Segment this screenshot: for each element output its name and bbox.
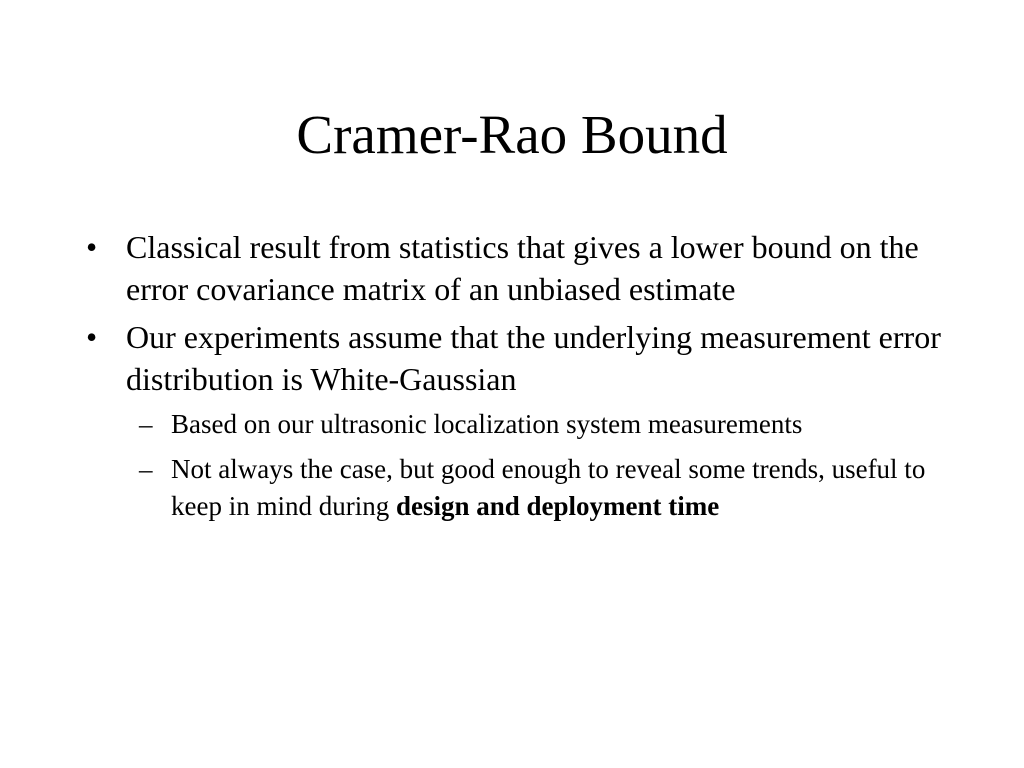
slide-title: Cramer-Rao Bound xyxy=(296,104,728,165)
bullet-marker: • xyxy=(86,319,98,355)
emphasized-text: design and deployment time xyxy=(395,491,720,521)
sub-bullet-item xyxy=(86,451,966,525)
sub-bullet-marker: – xyxy=(139,409,153,439)
bullet-item xyxy=(86,316,966,400)
bullet-text: Our experiments assume that the underlying measurement error distribution is White-Gaussian xyxy=(126,319,941,397)
sub-bullet-item xyxy=(86,406,966,443)
sub-bullet-text: Based on our ultrasonic localization system measurements xyxy=(171,409,803,439)
sub-bullet-text: Not always the case, but good enough to reveal some trends, useful to keep in mind during xyxy=(171,454,926,521)
sub-bullet-marker: – xyxy=(139,454,153,484)
bullet-marker: • xyxy=(86,229,98,265)
bullet-text: Classical result from statistics that gives a lower bound on the error covariance matrix of an unbiased estimate xyxy=(126,229,919,307)
slide-body xyxy=(86,226,966,533)
bullet-item xyxy=(86,226,966,310)
